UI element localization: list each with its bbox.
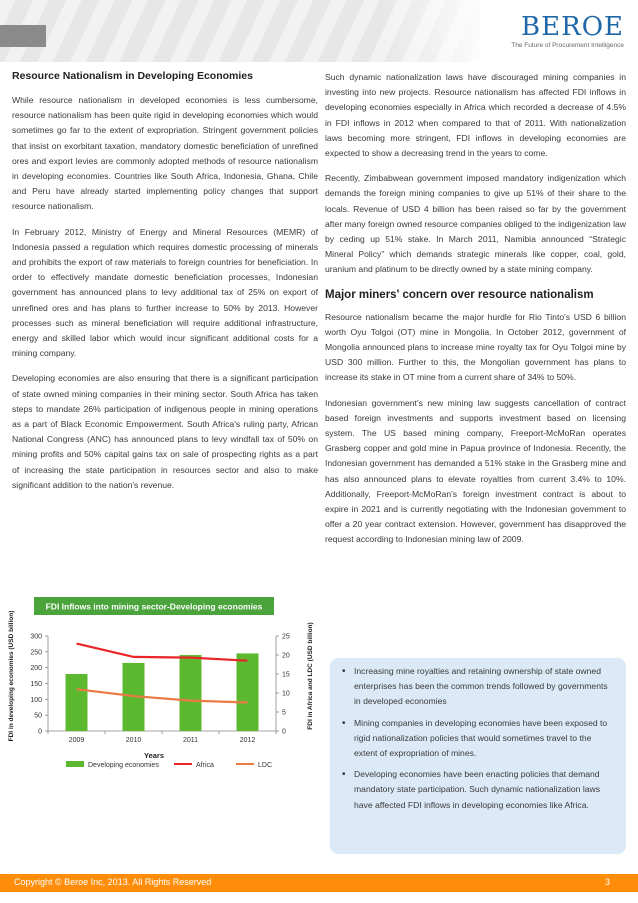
logo-wordmark: BEROE <box>521 12 624 42</box>
line-ldc <box>77 689 248 702</box>
list-item: • Mining companies in developing economies have been exposed to rigid nationalization policies that would sometimes travel to the extent of expropriation of mines. <box>342 717 608 759</box>
bullet-icon: • <box>342 717 346 729</box>
section-heading-major-miners: Major miners' concern over resource nationalism <box>325 288 594 301</box>
y-tick-label-right: 15 <box>282 671 290 679</box>
y-axis-label-right: FDI in Africa and LDC (USD billion) <box>307 622 314 730</box>
y-tick-label-left: 300 <box>30 633 42 641</box>
y-tick-label-right: 25 <box>282 633 290 641</box>
y-tick-label-left: 250 <box>30 649 42 657</box>
page-number: 3 <box>604 877 610 887</box>
right-column <box>325 70 626 558</box>
paragraph: Resource nationalism became the major hurdle for Rio Tinto's USD 6 billion worth Oyu Tolgoi (OT) mine in Mongolia. In October 2012, government of Mongolia announced plans to increase mine royalty tax for Oyu Tolgoi mine by USD 300 million. Further to this, the Mongolian government has plans to increase its stake in OT mine from a current share of 34% to 50%. <box>325 311 626 383</box>
bullet-icon: • <box>342 769 346 781</box>
beroe-logo <box>511 14 624 49</box>
legend-swatch <box>66 761 84 767</box>
bar-developing-economies <box>237 653 259 731</box>
x-axis-label: Years <box>143 751 165 760</box>
paragraph: Such dynamic nationalization laws have discouraged mining companies in investing into new projects. Resource nationalism has affected FDI inflows in developing economies especially in Africa which recorded a decrease of 4.5% in FDI inflows in 2012 when compared to that of 2011. With nationalization laws becoming more stringent, FDI inflows in developing economies are expected to show a decreasing trend in the years to come. <box>325 72 626 159</box>
paragraph: In February 2012, Ministry of Energy and Mineral Resources (MEMR) of Indonesia passed a regulation which requires domestic processing of minerals and prohibits the export of raw materials to foreign countries for beneficiation. In order to effectively mandate domestic beneficiation processes, Indonesian government has announced plans to levy additional tax of 25% on export of unrefined ores and has plans to further increase to 50% by 2013. However processes such as mineral beneficiation will require additional infrastructure, energy and skilled labor which would incur significant additional costs for a mining company. <box>12 226 318 359</box>
y-tick-label-left: 0 <box>38 728 42 736</box>
y-tick-label-right: 20 <box>282 652 290 660</box>
bullet-icon: • <box>342 666 346 677</box>
section-heading-resource-nationalism: Resource Nationalism in Developing Economies <box>12 70 253 82</box>
y-tick-label-right: 0 <box>282 728 286 736</box>
paragraph: Recently, Zimbabwean government imposed mandatory indigenization which demands the foreign mining companies to give up 51% of their share to the locals. Revenue of USD 4 billion has been raised so far by the government after many foreign owned resource companies obliged to the indigenization law by ceding up 51% stake. In March 2011, Namibia announced “Strategic Mineral Policy” which demands strategic minerals like copper, coal, gold, uranium and platinum to be directly owned by a state mining company. <box>325 173 626 275</box>
list-item: • Increasing mine royalties and retaining ownership of state owned enterprises has been the common trends followed by governments in developed economies <box>342 666 608 707</box>
paragraph: Developing economies are also ensuring that there is a significant participation of state owned mining companies in their mining sector. South Africa has taken steps to mandate 26% participation of indigenous people in mining operations as a part of Black Economic Empowerment. South Africa's ruling party, African National Congress (ANC) has announced plans to levy windfall tax of 50% on mining profits and 50% capital gains tax on sale of prospecting rights as a part of increasing the state participation in resources sector and also to make significant addition to the nation's revenue. <box>12 373 318 490</box>
x-tick-label: 2012 <box>239 737 256 744</box>
x-tick-label: 2011 <box>182 737 199 744</box>
paragraph: Indonesian government's new mining law suggests cancellation of contract based foreign investments and supports investment based on licensing system. The US based mining company, Freeport-McMoRan operates Grasberg copper and gold mine in Papua province of Indonesia. Recently, the Indonesian government has demanded a 51% stake in the Grasberg mine and has also announced plans to elevate royalties from current 3.4% to 10%. Additionally, Freeport-McMoRan's foreign investment contract is about to expire in 2021 and is currently negotiating with the Indonesian government to offer a 20 year contract extension. However, government has disapproved the request according to Indonesian mining law of 2009. <box>325 397 626 545</box>
legend-label: Developing economies <box>88 762 159 769</box>
legend-label: Africa <box>196 762 214 769</box>
chart-legend <box>66 761 272 769</box>
y-axis-label-left: FDI in developing economies (USD billion) <box>8 610 15 742</box>
key-points-list <box>330 658 626 813</box>
logo-tagline: The Future of Procurement Intelligence <box>511 42 624 49</box>
fdi-chart <box>4 596 320 774</box>
y-tick-label-left: 150 <box>30 681 42 688</box>
y-tick-label-left: 100 <box>30 696 42 704</box>
y-tick-label-right: 10 <box>282 690 290 698</box>
header-tab <box>0 25 46 47</box>
legend-label: LDC <box>258 762 273 769</box>
x-tick-label: 2009 <box>68 737 85 744</box>
y-tick-label-left: 200 <box>30 665 42 673</box>
y-tick-label-left: 50 <box>34 712 42 720</box>
header-band <box>0 0 638 62</box>
left-column <box>12 70 318 503</box>
footer-bar <box>0 874 638 892</box>
list-item: • Developing economies have been enacting policies that demand mandatory state participation. Such dynamic nationalization laws have affected FDI inflows in developing economies like Africa. <box>342 769 601 810</box>
x-tick-label: 2010 <box>125 737 142 744</box>
fdi-chart-svg <box>4 596 320 774</box>
key-points-callout <box>330 658 626 854</box>
bar-developing-economies <box>66 674 88 731</box>
y-tick-label-right: 5 <box>282 709 286 717</box>
bar-developing-economies <box>180 655 202 731</box>
chart-plot <box>30 634 290 745</box>
chart-title: FDI Inflows into mining sector-Developing economies <box>45 601 263 612</box>
line-africa <box>77 644 248 661</box>
paragraph: While resource nationalism in developed economies is less cumbersome, resource nationalism has been quite rigid in developing economies which would sometimes go far to the extent of expropriation. Stringent government policies that insist on exorbitant taxation, mandatory domestic beneficiation of unrefined ores and export levies are commonly adopted methods of resource nationalism in developing economies. Countries like South Africa, Indonesia, Ghana, Chile and Peru have already started implementing policy changes that support resource nationalism. <box>12 95 318 212</box>
copyright-text: Copyright © Beroe Inc, 2013. All Rights Reserved <box>14 877 212 887</box>
